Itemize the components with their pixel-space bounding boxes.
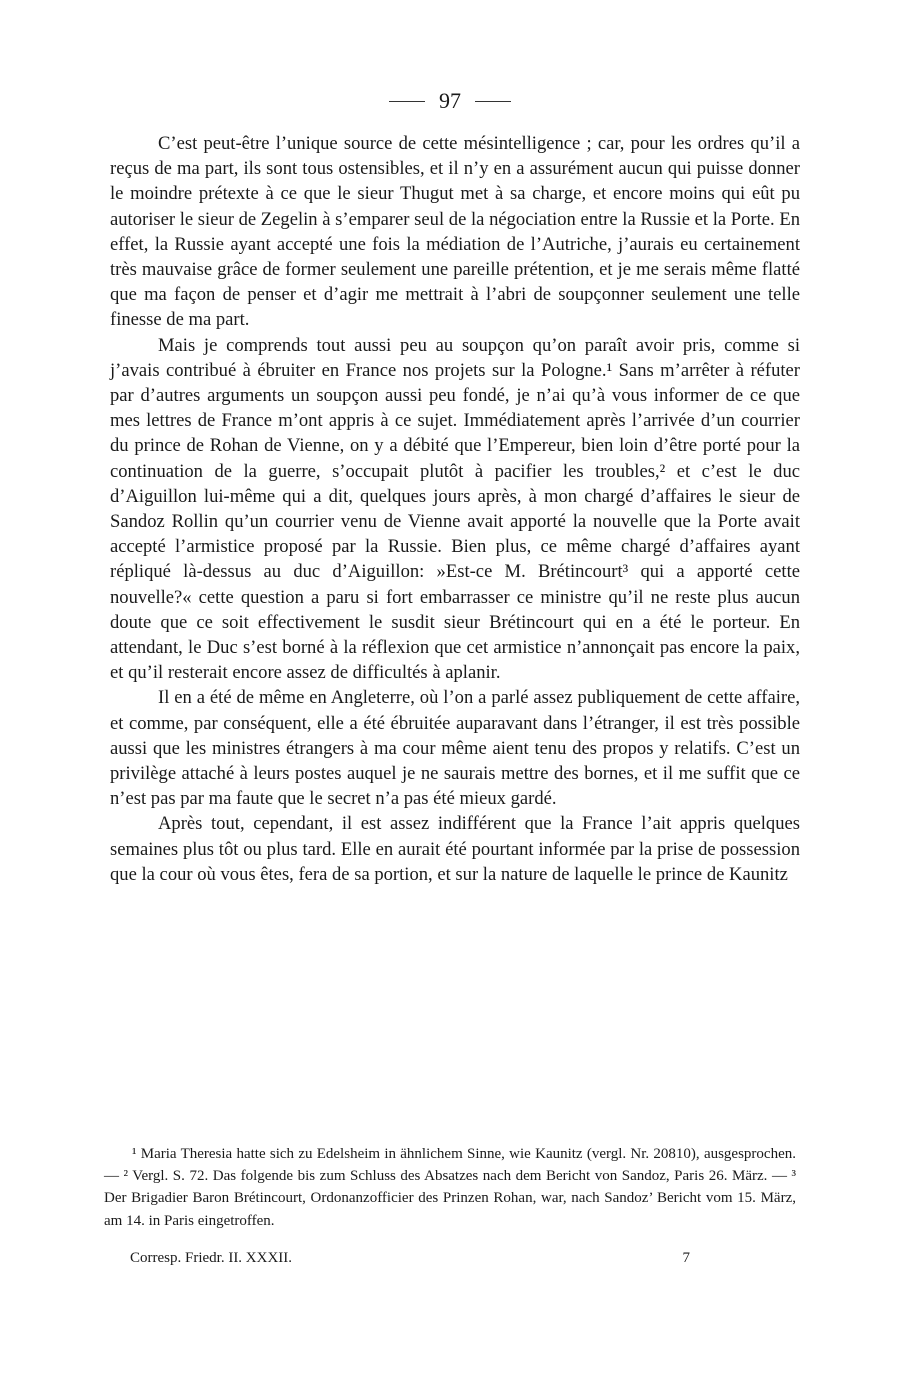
sheet-number: 7 xyxy=(682,1250,690,1266)
paragraph: Mais je comprends tout aussi peu au soupçon qu’on paraît avoir pris, comme si j’avais contribué à ébruiter en France nos projets sur la Pologne.¹ Sans m’arrêter à réfuter par d’autres arguments un soupçon aussi peu fondé, je n’ai qu’à vous informer de ce que mes lettres de France m’ont appris à ce sujet. Immédiatement après l’arrivée d’un courrier du prince de Rohan de Vienne, on y a débité que l’Empereur, bien loin d’être porté pour la continuation de la guerre, s’occupait plutôt à pacifier les troubles,² et c’est le duc d’Aiguillon lui-même qui a dit, quelques jours après, à mon chargé d’affaires le sieur de Sandoz Rollin qu’un courrier venu de Vienne avait apporté la nouvelle que la Porte avait accepté l’armistice proposé par la Russie. Bien plus, ce même chargé d’affaires ayant répliqué là-dessus au duc d’Aiguillon: »Est-ce M. Brétincourt³ qui a apporté cette nouvelle?« cette question a paru si fort embarrasser ce ministre qu’il ne reste plus aucun doute que ce soit effectivement le susdit sieur Brétincourt qui en a été le porteur. En attendant, le Duc s’est borné à la réflexion que cet armistice n’annonçait pas encore la paix, et qu’il resterait encore assez de difficultés à aplanir. xyxy=(110,334,800,684)
header-dash-right xyxy=(475,101,511,102)
page-header xyxy=(0,86,900,116)
paragraph: Après tout, cependant, il est assez indifférent que la France l’ait appris quelques semaines plus tôt ou plus tard. Elle en aurait été pourtant informée par la prise de possession que la cour où vous êtes, fera de sa portion, et sur la nature de laquelle le prince de Kaunitz xyxy=(110,813,800,885)
main-text xyxy=(110,131,800,887)
header-dash-left xyxy=(389,101,425,102)
paragraph: Il en a été de même en Angleterre, où l’on a parlé assez publiquement de cette affaire, et comme, par conséquent, elle a été ébruitée auparavant dans l’étranger, il est très possible aussi que les ministres étrangers à ma cour même aient tenu des propos y relatifs. C’est un privilège attaché à leurs postes auquel je ne saurais mettre des bornes, et il me suffit que ce n’est pas par ma faute que le secret n’a pas été mieux gardé. xyxy=(110,687,800,810)
signature-mark: Corresp. Friedr. II. XXXII. xyxy=(130,1250,293,1266)
footnote-text: ¹ Maria Theresia hatte sich zu Edelsheim in ähnlichem Sinne, wie Kaunitz (vergl. Nr. 20810), ausgesprochen. — ² Vergl. S. 72. Das folgende bis zum Schluss des Absatzes nach dem Bericht von Sandoz, Paris 26. März. — ³ Der Brigadier Baron Brétincourt, Ordonanzofficier des Prinzen Rohan, war, nach Sandoz’ Bericht vom 15. März, am 14. in Paris eingetroffen. xyxy=(104,1146,796,1229)
page-footer xyxy=(130,1250,690,1267)
page-number: 97 xyxy=(439,88,461,113)
footnotes xyxy=(104,1143,796,1232)
paragraph: C’est peut-être l’unique source de cette mésintelligence ; car, pour les ordres qu’il a reçus de ma part, ils sont tous ostensibles, et il n’y en a assurément aucun qui puisse donner le moindre prétexte à ce que le sieur Thugut met à sa charge, et encore moins qui eût pu autoriser le sieur de Zegelin à s’emparer seul de la négociation entre la Russie et la Porte. En effet, la Russie ayant accepté une fois la médiation de l’Autriche, j’aurais eu certainement très mauvaise grâce de former seulement une pareille prétention, et je me serais même flatté que ma façon de penser et d’agir me mettrait à l’abri de soupçonner seulement une telle finesse de ma part. xyxy=(110,133,800,331)
